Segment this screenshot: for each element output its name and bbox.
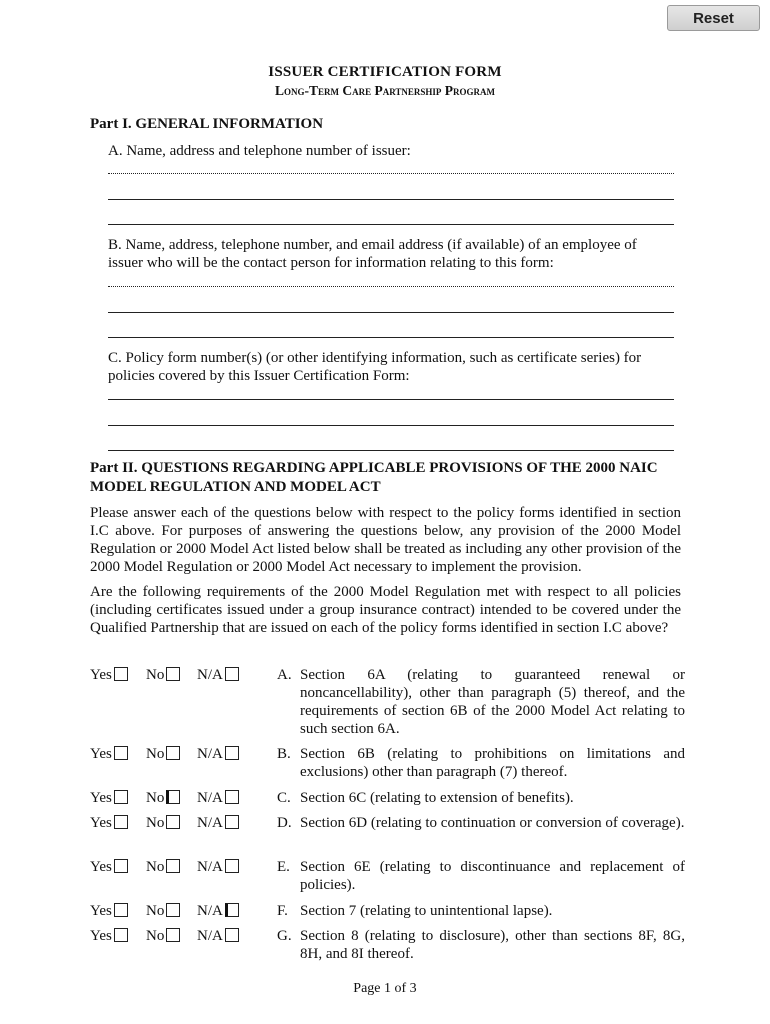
question-letter: F. (277, 903, 288, 919)
instructions-paragraph: Please answer each of the questions below with respect to the policy forms identified in section I.C above. For purposes of answering the questions below, any provision of the 2000 Model Regulation or 2000 Model Act listed below shall be treated as including any other provision of the 2000 Model Regulation or 2000 Model Act necessary to implement the provision. (90, 505, 681, 575)
yes-label: Yes (90, 859, 112, 875)
question-text: Section 7 (relating to unintentional lapse). (300, 903, 553, 919)
na-label: N/A (197, 667, 223, 683)
question-text: Section 6C (relating to extension of benefits). (300, 790, 574, 806)
na-label: N/A (197, 903, 223, 919)
question-letter: E. (277, 859, 290, 875)
yes-checkbox-f[interactable] (114, 903, 128, 917)
policy-line-2[interactable] (108, 425, 674, 426)
question-letter: C. (277, 790, 291, 806)
no-label: No (146, 667, 165, 683)
section-c-label-1: C. Policy form number(s) (or other identifying information, such as certificate series) for (108, 350, 642, 366)
question-d (277, 814, 685, 832)
part2-heading-1: Part II. QUESTIONS REGARDING APPLICABLE PROVISIONS OF THE 2000 NAIC (90, 460, 658, 476)
form-title: ISSUER CERTIFICATION FORM (268, 64, 502, 80)
yes-checkbox-a[interactable] (114, 667, 128, 681)
no-label: No (146, 790, 165, 806)
na-checkbox-f[interactable] (225, 903, 239, 917)
yes-label: Yes (90, 667, 112, 683)
yes-checkbox-e[interactable] (114, 859, 128, 873)
question-g (277, 927, 685, 963)
question-intro-paragraph: Are the following requirements of the 2000 Model Regulation met with respect to all policies (including certificates issued under a group insurance contract) intended to be covered under the Qualified Partnership that are issued on each of the policy forms identified in section I.C above? (90, 584, 681, 636)
question-letter: A. (277, 667, 292, 683)
section-c-label-2: policies covered by this Issuer Certification Form: (108, 368, 410, 384)
contact-line-1[interactable] (108, 286, 674, 287)
na-label: N/A (197, 859, 223, 875)
no-label: No (146, 746, 165, 762)
yes-checkbox-d[interactable] (114, 815, 128, 829)
na-checkbox-e[interactable] (225, 859, 239, 873)
issuer-line-3[interactable] (108, 224, 674, 225)
yes-label: Yes (90, 746, 112, 762)
no-checkbox-b[interactable] (166, 746, 180, 760)
no-label: No (146, 928, 165, 944)
question-letter: B. (277, 746, 291, 762)
contact-line-2[interactable] (108, 312, 674, 313)
question-text: Section 6E (relating to discontinuance and replacement of policies). (300, 859, 685, 893)
part2-heading-2: MODEL REGULATION AND MODEL ACT (90, 479, 381, 495)
policy-line-1[interactable] (108, 399, 674, 400)
question-text: Section 6B (relating to prohibitions on limitations and exclusions) other than paragraph (7) thereof. (300, 746, 685, 780)
question-text: Section 6D (relating to continuation or conversion of coverage). (300, 815, 685, 831)
question-text: Section 6A (relating to guaranteed renewal or noncancellability), other than paragraph (5) thereof, and the requirements of section 6B of the 2000 Model Act relating to such section 6A. (300, 667, 685, 737)
no-label: No (146, 903, 165, 919)
no-checkbox-e[interactable] (166, 859, 180, 873)
no-checkbox-g[interactable] (166, 928, 180, 942)
reset-button[interactable]: Reset (667, 5, 760, 31)
no-label: No (146, 859, 165, 875)
no-checkbox-f[interactable] (166, 903, 180, 917)
yes-checkbox-b[interactable] (114, 746, 128, 760)
question-letter: G. (277, 928, 292, 944)
no-checkbox-c[interactable] (166, 790, 180, 804)
na-checkbox-d[interactable] (225, 815, 239, 829)
question-text: Section 8 (relating to disclosure), other than sections 8F, 8G, 8H, and 8I thereof. (300, 928, 685, 962)
question-e (277, 858, 685, 894)
yes-label: Yes (90, 815, 112, 831)
section-a-label: A. Name, address and telephone number of issuer: (108, 143, 411, 159)
question-f (277, 902, 685, 920)
na-checkbox-b[interactable] (225, 746, 239, 760)
page-number: Page 1 of 3 (353, 981, 417, 996)
question-c (277, 789, 685, 807)
issuer-line-1[interactable] (108, 173, 674, 174)
na-checkbox-a[interactable] (225, 667, 239, 681)
section-b-label-1: B. Name, address, telephone number, and email address (if available) of an employee of (108, 237, 637, 253)
policy-line-3[interactable] (108, 450, 674, 451)
yes-label: Yes (90, 928, 112, 944)
form-subtitle: Long-Term Care Partnership Program (274, 83, 496, 98)
section-b-label-2: issuer who will be the contact person for information relating to this form: (108, 255, 554, 271)
no-checkbox-a[interactable] (166, 667, 180, 681)
na-label: N/A (197, 815, 223, 831)
na-label: N/A (197, 928, 223, 944)
part1-heading: Part I. GENERAL INFORMATION (90, 116, 324, 132)
na-checkbox-g[interactable] (225, 928, 239, 942)
question-a (277, 666, 685, 738)
yes-label: Yes (90, 790, 112, 806)
yes-label: Yes (90, 903, 112, 919)
question-b (277, 745, 685, 781)
no-label: No (146, 815, 165, 831)
yes-checkbox-c[interactable] (114, 790, 128, 804)
yes-checkbox-g[interactable] (114, 928, 128, 942)
na-checkbox-c[interactable] (225, 790, 239, 804)
contact-line-3[interactable] (108, 337, 674, 338)
question-letter: D. (277, 815, 292, 831)
na-label: N/A (197, 790, 223, 806)
issuer-line-2[interactable] (108, 199, 674, 200)
na-label: N/A (197, 746, 223, 762)
no-checkbox-d[interactable] (166, 815, 180, 829)
